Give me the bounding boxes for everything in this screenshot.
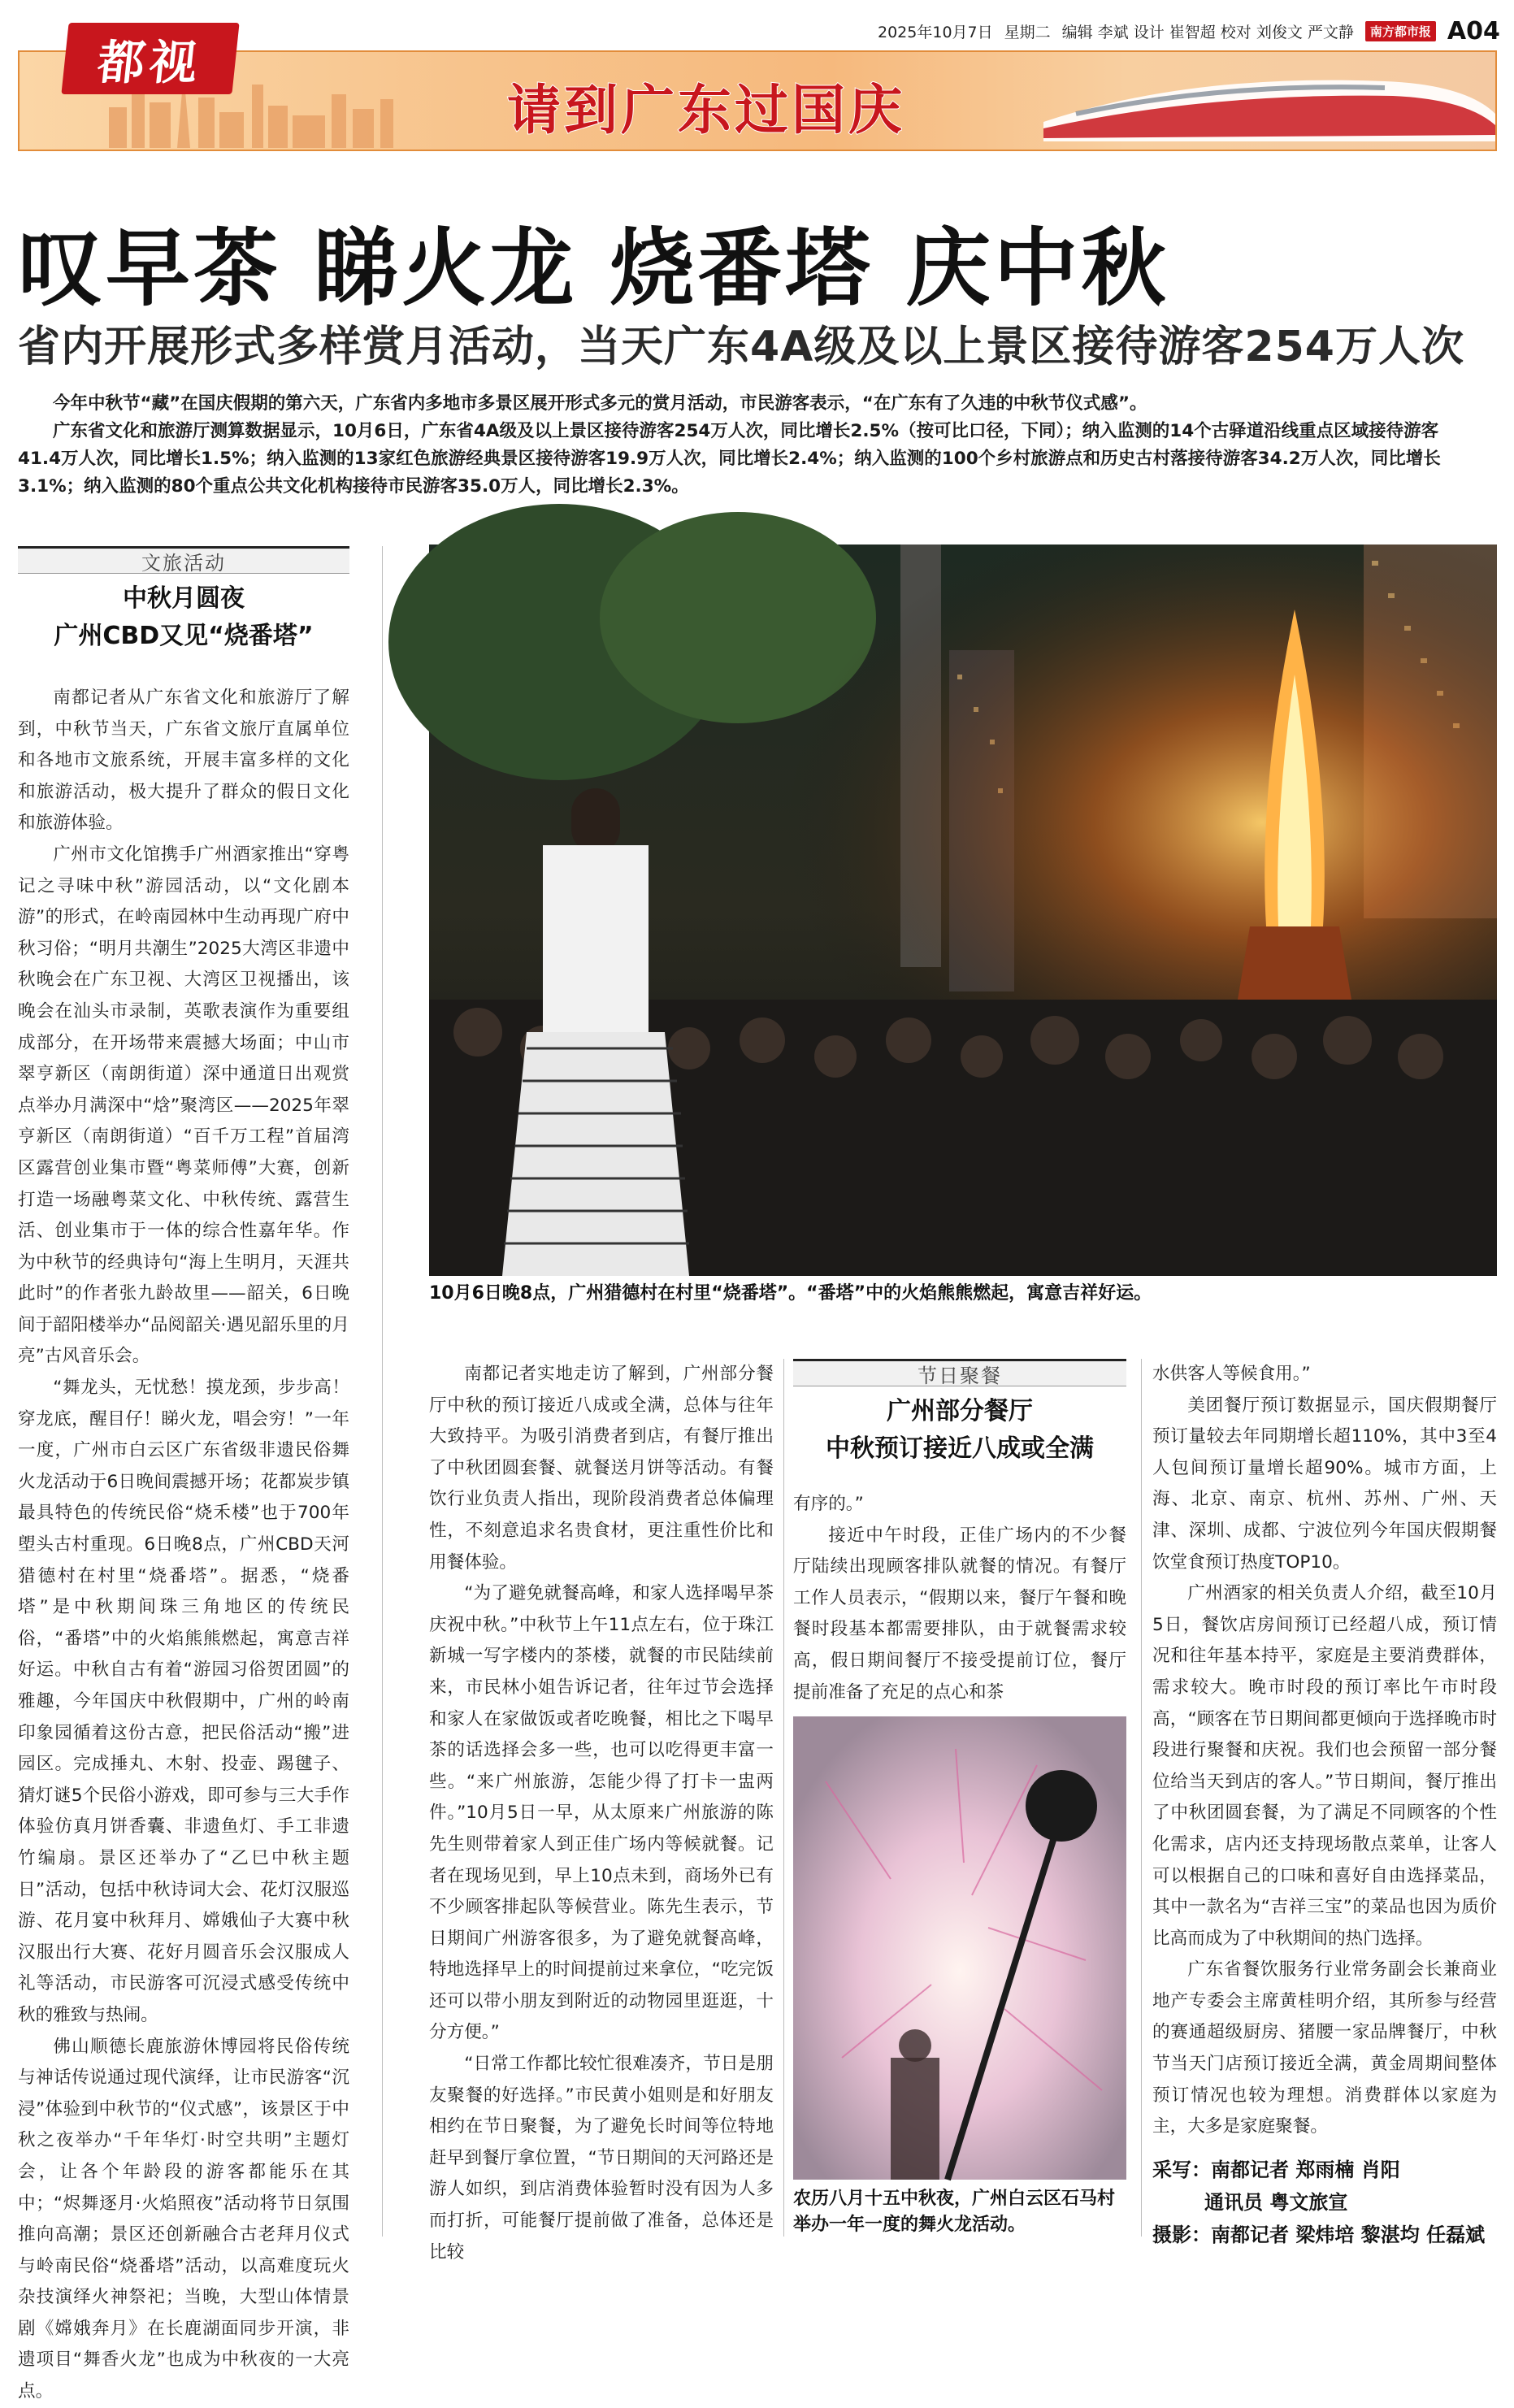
sub-headline: 省内开展形式多样赏月活动，当天广东4A级及以上景区接待游客254万人次 (18, 323, 1464, 371)
section-title-line2: 中秋预订接近八成或全满 (826, 1434, 1094, 1463)
culture-tourism-section-header (18, 546, 349, 655)
column-divider (783, 1359, 784, 2237)
lead-paragraph: 今年中秋节“藏”在国庆假期的第六天，广东省内多地市多景区展开形式多元的赏月活动，市民游客表示，“在广东有了久违的中秋节仪式感”。 (53, 393, 1147, 414)
article-paragraph: 广州市文化馆携手广州酒家推出“穿粤记之寻味中秋”游园活动，以“文化剧本游”的形式，在岭南园林中生动再现广府中秋习俗；“明月共潮生”2025大湾区非遗中秋晚会在广东卫视、大湾区卫视播出，该晚会在汕头市录制，英歌表演作为重要组成部分，在开场带来震撼大场面；中山市翠亨新区（南朗街道）深中通道日出观赏点举办月满深中“焓”聚湾区——2025年翠亨新区（南朗街道）“百千万工程”首届湾区露营创业集市暨“粤菜师傅”大赛，创新打造一场融粤菜文化、中秋传统、露营生活、创业集市于一体的综合性嘉年华。作为中秋节的经典诗句“海上生明月，天涯共此时”的作者张九龄故里——韶关，6日晚间于韶阳楼举办“品阅韶关·遇见韶乐里的月亮”古风音乐会。 (18, 844, 349, 1367)
editor-credits: 编辑 李斌 设计 崔智超 校对 刘俊文 严文静 (1061, 23, 1354, 41)
section-title-line2: 广州CBD又见“烧番塔” (54, 622, 314, 650)
article-paragraph: “日常工作都比较忙很难凑齐，节日是朋友聚餐的好选择。”市民黄小姐则是和好朋友相约在节日聚餐，为了避免长时间等位特地赶早到餐厅拿位置，“节日期间的天河路还是游人如织，到店消费体验暂时没有因为人多而打折，可能餐厅提前做了准备，总体还是比较 (429, 2054, 774, 2263)
article-paragraph: 佛山顺德长鹿旅游休博园将民俗传统与神话传说通过现代演绎，让市民游客“沉浸”体验到中秋节的“仪式感”，该景区于中秋之夜举办“千年华灯·时空共明”主题灯会，让各个年龄段的游客都能乐在其中；“烬舞逐月·火焰照夜”活动将节日氛围推向高潮；景区还创新融合古老拜月仪式与岭南民俗“烧番塔”活动，以高难度玩火杂技演绎火神祭祀；当晚，大型山体情景剧《嫦娥奔月》在长鹿湖面同步开演，非遗项目“舞香火龙”也成为中秋夜的一大亮点。 (18, 2036, 349, 2402)
right-article-column (793, 1489, 1126, 1715)
article-paragraph: “为了避免就餐高峰，和家人选择喝早茶庆祝中秋。”中秋节上午11点左右，位于珠江新城一写字楼内的茶楼，就餐的市民陆续前来，市民林小姐告诉记者，往年过节会选择和家人在家做饭或者吃晚餐，相比之下喝早茶的话选择会多一些，也可以吃得更丰富一些。“来广州旅游，怎能少得了打卡一盅两件。”10月5日一早，从太原来广州旅游的陈先生则带着家人到正佳广场内等候就餐。记者在现场见到，早上10点未到，商场外已有不少顾客排起队等候营业。陈先生表示，节日期间广州游客很多，为了避免就餐高峰，特地选择早上的时间提前过来拿位，“吃完饭还可以带小朋友到附近的动物园里逛逛，十分方便。” (429, 1583, 774, 2043)
middle-article-column (429, 1359, 774, 2263)
section-title-line1: 广州部分餐厅 (887, 1397, 1033, 1425)
section-kicker: 节日聚餐 (793, 1359, 1126, 1386)
article-paragraph: 南都记者实地走访了解到，广州部分餐厅中秋的预订接近八成或全满，总体与往年大致持平。为吸引消费者到店，有餐厅推出了中秋团圆套餐、就餐送月饼等活动。有餐饮行业负责人指出，现阶段消费者总体偏理性，不刻意追求名贵食材，更注重性价比和用餐体验。 (429, 1364, 774, 1573)
paper-brand-badge: 南方都市报 (1365, 21, 1436, 41)
page-number: A04 (1447, 16, 1500, 46)
section-kicker: 文旅活动 (18, 546, 349, 574)
far-right-article-column (1152, 1359, 1497, 2152)
fire-dragon-photo (793, 1716, 1126, 2180)
article-paragraph: 南都记者从广东省文化和旅游厅了解到，中秋节当天，广东省文旅厅直属单位和各地市文旅系统，开展丰富多样的文化和旅游活动，极大提升了群众的假日文化和旅游体验。 (18, 688, 349, 834)
article-paragraph: 广东省餐饮服务行业常务副会长兼商业地产专委会主席黄桂明介绍，其所参与经营的赛通超级厨房、猪腰一家品牌餐厅，中秋节当天门店预订接近全满，黄金周期间整体预订情况也较为理想。消费群体以家庭为主，大多是家庭聚餐。 (1152, 1959, 1497, 2137)
issue-date: 2025年10月7日 (878, 23, 993, 41)
article-paragraph: 广州酒家的相关负责人介绍，截至10月5日，餐饮店房间预订已经超八成，预订情况和往年基本持平，家庭是主要消费群体，需求较大。晚市时段的预订率比午市时段高，“顾客在节日期间都更倾向于选择晚市时段进行聚餐和庆祝。我们也会预留一部分餐位给当天到店的客人。”节日期间，餐厅推出了中秋团圆套餐，为了满足不同顾客的个性化需求，店内还支持现场散点菜单，让客人可以根据自己的口味和喜好自由选择菜品，其中一款名为“吉祥三宝”的菜品也因为质价比高而成为了中秋期间的热门选择。 (1152, 1583, 1497, 1949)
section-banner (18, 50, 1497, 151)
article-paragraph: “舞龙头，无忧愁！摸龙颈，步步高！穿龙底，醒目仔！睇火龙，唱会穷！”一年一度，广州市白云区广东省级非遗民俗舞火龙活动于6日晚间震撼开场；花都炭步镇最具特色的传统民俗“烧禾楼”也于700年塱头古村重现。6日晚8点，广州CBD天河猎德村在村里“烧番塔”。据悉，“烧番塔”是中秋期间珠三角地区的传统民俗，“番塔”中的火焰熊熊燃起，寓意吉祥好运。中秋自古有着“游园习俗贺团圆”的雅趣，今年国庆中秋假期中，广州的岭南印象园循着这份古意，把民俗活动“搬”进园区。完成捶丸、木射、投壶、踢毽子、猜灯谜5个民俗小游戏，即可参与三大手作体验仿真月饼香囊、非遗鱼灯、手工非遗竹编扇。景区还举办了“乙巳中秋主题日”活动，包括中秋诗词大会、花灯汉服巡游、花月宴中秋拜月、嫦娥仙子大赛中秋汉服出行大赛、花好月圆音乐会汉服成人礼等活动，市民游客可沉浸式感受传统中秋的雅致与热闹。 (18, 1378, 349, 2025)
article-paragraph: 接近中午时段，正佳广场内的不少餐厅陆续出现顾客排队就餐的情况。有餐厅工作人员表示，“假期以来，餐厅午餐和晚餐时段基本都需要排队，由于就餐需求较高，假日期间餐厅不接受提前订位，餐厅提前准备了充足的点心和茶 (793, 1525, 1126, 1703)
lead-paragraphs (18, 390, 1448, 501)
night-crowd-fire-photo (429, 545, 1497, 1276)
article-paragraph: 有序的。” (793, 1494, 864, 1514)
byline-writers: 采写：南都记者 郑雨楠 肖阳 (1152, 2159, 1400, 2181)
issue-weekday: 星期二 (1004, 23, 1051, 41)
left-article-column (18, 683, 349, 2402)
high-speed-train-illustration (1043, 57, 1499, 150)
main-headline: 叹早茶 睇火龙 烧番塔 庆中秋 (18, 219, 1169, 318)
column-divider (1141, 1359, 1142, 2237)
photo2-caption: 农历八月十五中秋夜，广州白云区石马村举办一年一度的舞火龙活动。 (793, 2189, 1116, 2235)
column-divider (382, 546, 383, 2237)
section-title-line1: 中秋月圆夜 (123, 584, 245, 613)
byline-credits (1152, 2154, 1497, 2251)
photo-burning-pagoda (429, 545, 1497, 1276)
festival-dining-section-header (793, 1359, 1126, 1468)
section-tab: 都视 (61, 23, 239, 94)
byline-correspondent: 通讯员 粤文旅宣 (1204, 2191, 1348, 2214)
masthead-info (878, 16, 1500, 46)
lead-paragraph: 广东省文化和旅游厅测算数据显示，10月6日，广东省4A级及以上景区接待游客254万人次，同比增长2.5%（按可比口径，下同）；纳入监测的14个古驿道沿线重点区域接待游客41.4万人次，同比增长1.5%；纳入监测的13家红色旅游经典景区接待游客19.9万人次，同比增长2.4%；纳入监测的100个乡村旅游点和历史古村落接待游客34.2万人次，同比增长3.1%；纳入监测的80个重点公共文化机构接待市民游客35.0万人，同比增长2.3%。 (18, 421, 1441, 497)
article-paragraph: 水供客人等候食用。” (1152, 1364, 1311, 1384)
photo-fire-dragon-dance (793, 1716, 1126, 2180)
byline-photographers: 摄影：南都记者 梁炜培 黎湛均 任磊斌 (1152, 2224, 1486, 2246)
article-paragraph: 美团餐厅预订数据显示，国庆假期餐厅预订量较去年同期增长超110%，其中3至4人包间预订量增长超90%。城市方面，上海、北京、南京、杭州、苏州、广州、天津、深圳、成都、宁波位列今年国庆假期餐饮堂食预订热度TOP10。 (1152, 1395, 1497, 1573)
banner-title: 请到广东过国庆 (507, 79, 905, 141)
photo1-caption: 10月6日晚8点，广州猎德村在村里“烧番塔”。“番塔”中的火焰熊熊燃起，寓意吉祥好运。 (429, 1283, 1152, 1304)
